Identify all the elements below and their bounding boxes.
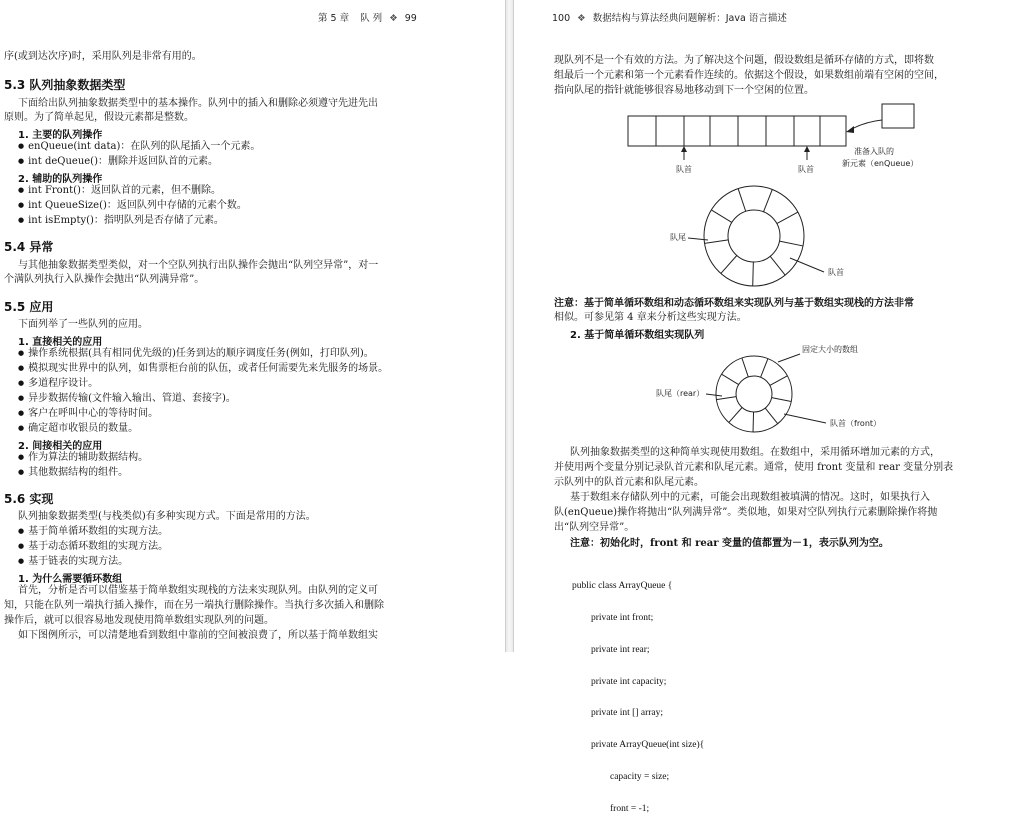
paragraph: 首先，分析是否可以借鉴基于简单数组实现栈的方法来实现队列。由队列的定义可 [18,585,378,596]
list-item: ● int deQueue()：删除并返回队首的元素。 [18,155,218,169]
circular-array-figure [664,180,864,300]
section-heading-5-5: 5.5 应用 [4,300,54,314]
paragraph: 示队列中的队首元素和队尾元素。 [554,477,704,488]
paragraph: 下面给出队列抽象数据类型中的基本操作。队列中的插入和删除必须遵守先进先出 [18,98,378,109]
ring-divider [721,255,737,273]
ring-divider [765,408,777,424]
outer-ring [716,356,792,432]
ring-divider [770,256,785,275]
chapter-number: 第 5 章 [318,13,350,24]
front-label: 队首 [798,165,814,174]
paragraph: 原则。为了简单起见，假设元素都是整数。 [4,112,194,123]
rear-label: 队尾（rear） [656,389,705,398]
outer-ring [704,186,804,286]
paragraph: 现队列不是一个有效的方法。为了解决这个问题，假设数组是循环存储的方式，即将数 [554,55,934,66]
list-item: ● 基于动态循环数组的实现方法。 [18,540,168,554]
ring-divider [770,376,788,386]
page-header [552,10,787,24]
diamond-ornament-icon: ❖ [577,13,586,24]
list-item: ● enQueue(int data)：在队列的队尾插入一个元素。 [18,140,260,154]
page-header [318,10,417,24]
section-heading-5-3: 5.3 队列抽象数据类型 [4,78,126,92]
code-line: capacity = size; [572,771,670,782]
book-title: 数据结构与算法经典问题解析：Java 语言描述 [592,13,787,24]
left-page [0,0,506,652]
ring-divider [722,374,739,384]
ring-divider [779,241,803,246]
new-element-box [882,104,914,128]
paragraph: 操作后，就可以很容易地发现使用简单数组实现队列的问题。 [4,615,274,626]
ring-divider [738,189,746,212]
list-item: ● 基于链表的实现方法。 [18,555,128,569]
note-paragraph: 注意：初始化时，front 和 rear 变量的值都置为－1，表示队列为空。 [570,538,889,549]
ring-divider [753,262,754,286]
linear-array-figure [614,100,934,180]
code-line: private int rear; [572,644,650,655]
subheading: 1. 为什么需要循环数组 [18,574,123,585]
list-item: ● 其他数据结构的组件。 [18,466,128,480]
list-item: ● int isEmpty()：指明队列是否存储了元素。 [18,214,224,228]
paragraph: 出“队列空异常”。 [554,522,635,533]
list-item: ● 多道程序设计。 [18,377,98,391]
code-line: private int [] array; [572,708,664,719]
ring-divider [761,359,768,378]
code-block [572,560,704,835]
paragraph: 基于数组来存储队列中的元素，可能会出现数组被填满的情况。这时，如果执行入 [570,492,930,503]
note-paragraph: 注意：基于简单循环数组和动态循环数组来实现队列与基于数组实现栈的方法非常 [554,298,914,309]
code-line: public class ArrayQueue { [572,581,673,592]
ring-divider [705,240,729,244]
inner-ring [728,210,780,262]
chapter-title: 队 列 [360,13,383,24]
ring-divider [711,210,731,223]
list-item: ● 基于简单循环数组的实现方法。 [18,525,168,539]
right-page [513,0,1024,814]
ring-divider [753,412,754,432]
front-label: 队首（front） [830,419,882,428]
front-label: 队首 [676,165,692,174]
circular-queue-figure [654,340,914,442]
ring-divider [772,398,792,402]
paragraph: 队(enQueue)操作将抛出“队列满异常”。类似地，如果对空队列执行元素删除操作将抛 [554,507,938,518]
subheading: 1. 主要的队列操作 [18,130,103,141]
list-item: ● 客户在呼叫中心的等待时间。 [18,407,158,421]
list-item: ● int Front()：返回队首的元素，但不删除。 [18,184,221,198]
paragraph: 与其他抽象数据类型类似，对一个空队列执行出队操作会抛出“队列空异常”，对一 [18,260,379,271]
subheading: 2. 辅助的队列操作 [18,174,103,185]
section-heading-5-4: 5.4 异常 [4,240,54,254]
front-label: 队首 [828,268,844,277]
paragraph: 序(或到达次序)时，采用队列是非常有用的。 [4,51,202,62]
paragraph: 组最后一个元素和第一个元素看作连续的。依据这个假设，如果数组前端有空闲的空间， [554,70,944,81]
paragraph: 如下图例所示，可以清楚地看到数组中靠前的空间被浪费了，所以基于简单数组实 [18,630,378,641]
list-item: ● int QueueSize()：返回队列中存储的元素个数。 [18,199,247,213]
paragraph: 下面列举了一些队列的应用。 [18,319,148,330]
ring-divider [764,189,773,211]
ring-divider [777,212,798,223]
section-heading-5-6: 5.6 实现 [4,492,54,506]
ring-divider [729,407,742,422]
paragraph: 并使用两个变量分别记录队首元素和队尾元素。通常，使用 front 变量和 rear 变量分别表 [554,462,954,473]
code-line: private int front; [572,612,654,623]
code-line: front = -1; [572,803,650,814]
list-item: ● 模拟现实世界中的队列，如售票柜台前的队伍，或者任何需要先来先服务的场景。 [18,362,388,376]
book-gutter [506,0,513,652]
page-number: 99 [404,13,417,24]
new-element-label: 准备入队的 [854,147,894,156]
paragraph: 队列抽象数据类型的这种简单实现使用数组。在数组中，采用循环增加元素的方式， [570,447,940,458]
subheading: 2. 基于简单循环数组实现队列 [570,330,705,341]
list-item: ● 作为算法的辅助数据结构。 [18,451,148,465]
list-item: ● 确定超市收银员的数量。 [18,422,138,436]
array-outline [628,116,846,146]
rear-label: 队尾 [670,233,686,242]
list-item: ● 操作系统根据(具有相同优先级的)任务到达的顺序调度任务(例如，打印队列)。 [18,347,374,361]
paragraph: 指向队尾的指针就能够很容易地移动到下一个空闲的位置。 [554,85,814,96]
new-element-label: 新元素（enQueue） [842,159,919,168]
subheading: 1. 直接相关的应用 [18,337,103,348]
fixed-array-label: 固定大小的数组 [802,345,858,354]
paragraph: 知，只能在队列一端执行插入操作，而在另一端执行删除操作。当执行多次插入和删除 [4,600,384,611]
code-line: private ArrayQueue(int size){ [572,740,705,751]
ring-divider [716,397,736,400]
inner-ring [736,376,772,412]
paragraph: 队列抽象数据类型(与栈类似)有多种实现方式。下面是常用的方法。 [18,511,316,522]
paragraph: 个满队列执行入队操作会抛出“队列满异常”。 [4,274,205,285]
code-line: private int capacity; [572,676,667,687]
note-paragraph: 相似。可参见第 4 章来分析这些实现方法。 [554,312,747,323]
diamond-ornament-icon: ❖ [389,13,398,24]
subheading: 2. 间接相关的应用 [18,441,103,452]
list-item: ● 异步数据传输(文件输入输出、管道、套接字)。 [18,392,236,406]
ring-divider [742,358,748,377]
page-number: 100 [552,13,571,24]
enqueue-arrow [850,120,882,130]
